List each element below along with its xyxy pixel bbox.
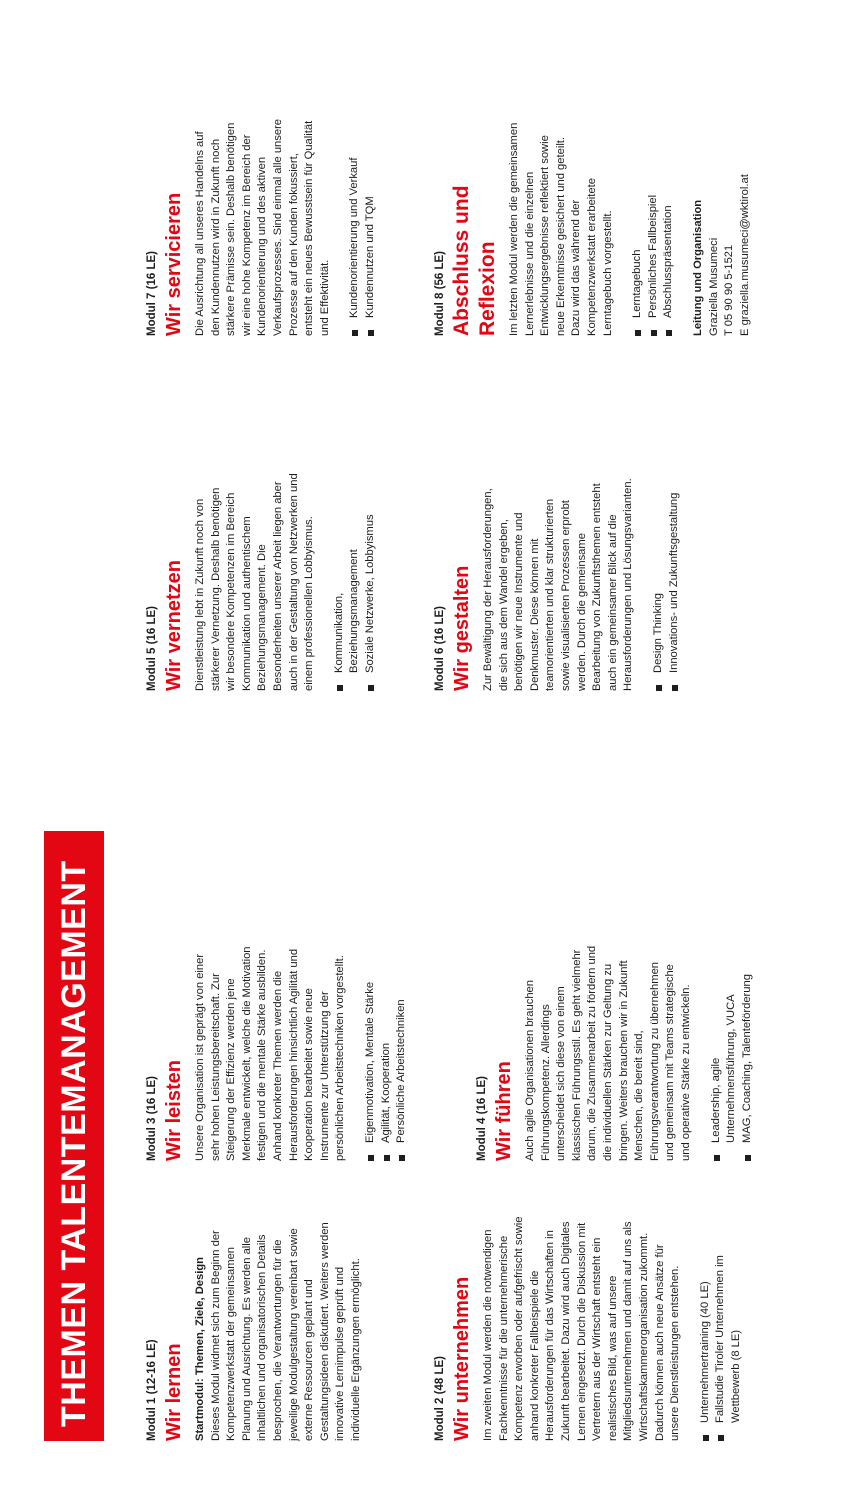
- bullet-item: Kundenorientierung und Verkauf: [347, 111, 363, 336]
- bullet-item: Unternehmertraining (40 LE): [698, 1216, 714, 1441]
- module-label: Modul 7 (16 LE): [146, 251, 158, 336]
- module-bullets: [332, 473, 379, 691]
- page-title-banner: THEMEN TALENTEMANAGEMENT: [44, 831, 104, 1441]
- module-4: [475, 943, 755, 1161]
- module-7: [145, 111, 379, 336]
- module-bullets: [347, 111, 378, 336]
- bullet-item: Persönliche Arbeitstechniken: [394, 943, 410, 1161]
- module-label: Modul 4 (16 LE): [476, 1076, 488, 1161]
- module-text: Dienstleistung lebt in Zukunft noch von stärkerer Vernetzung. Deshalb benötigen wir besondere Kompetenzen im Bereich Kommunikation und authentischem Beziehungsmanagement. Die Besonderheiten unserer Arbeit liegen aber auch in der Gestaltung von Netzwerken und einem professionellen Lobbyismus.: [194, 473, 316, 691]
- module-3: [145, 943, 410, 1161]
- module-title: Wir vernetzen: [163, 560, 185, 691]
- bullet-item: Eigenmotivation, Mentale Stärke: [363, 943, 379, 1161]
- contact-phone: T 05 90 90 5-1521: [723, 244, 736, 336]
- module-label: Modul 6 (16 LE): [434, 606, 446, 691]
- module-2: [433, 1216, 745, 1441]
- module-label: Modul 1 (12-16 LE): [146, 1339, 158, 1441]
- contact-name: Graziella Musumeci: [707, 237, 720, 336]
- module-text: Die Ausrichtung all unseres Handelns auf den Kundennutzen wird in Zukunft noch stärkere Prämisse sein. Deshalb benötigen wir eine hohe Kompetenz im Bereich der Kundenorientierung und des aktiven Verkaufsprozesses. Sind einmal alle unsere Prozesse auf den Kunden fokussiert, entsteht ein neues Bewusstsein für Qualität und Effektivität.: [194, 118, 331, 336]
- bullet-item: Agilität, Kooperation: [379, 943, 395, 1161]
- module-bullets: [709, 943, 756, 1161]
- bullet-item: Innovations- und Zukunftsgestaltung: [667, 473, 683, 691]
- bullet-item: Kundennutzen und TQM: [363, 111, 379, 336]
- bullet-item: Fallstudie Tiroler Unternehmen im Wettbewerb (8 LE): [713, 1216, 744, 1441]
- bullet-item: Abschlusspräsentation: [661, 111, 677, 336]
- module-text: Auch agile Organisationen brauchen Führungskompetenz. Allerdings unterscheidet sich diese von einem klassischen Führungsstil. Es geht vielmehr darum, die Zusammenarbeit zu fördern und die individuellen Stärken zur Geltung zu bringen. Weiters brauchen wir in Zukunft Menschen, die bereit sind, Führungsverantwortung zu übernehmen und gemeinsam mit Teams strategische und operative Stärke zu entwickeln.: [524, 945, 692, 1161]
- module-text: Zur Bewältigung der Herausforderungen, die sich aus dem Wandel ergeben, benötigen wir neue Instrumente und Denkmuster. Diese können mit teamorientierten und klar strukturierten sowie visualisierten Prozessen erprobt werden. Durch die gemeinsame Bearbeitung von Zukunftsthemen entsteht auch ein gemeinsamer Blick auf die Herausforderungen und Lösungsvarianten.: [482, 478, 635, 691]
- module-text: Im letzten Modul werden die gemeinsamen Lernerlebnisse und die einzelnen Entwicklungsergebnisse reflektiert sowie neue Erkenntnisse gesichert und geteilt. Dazu wird das während der Kompetenzwerkstatt erarbeitete Lerntagebuch vorgestellt.: [508, 122, 614, 336]
- module-6: [433, 473, 682, 691]
- contact-heading: Leitung und Organisation: [691, 199, 704, 336]
- module-bullets: [651, 473, 682, 691]
- module-label: Modul 5 (16 LE): [146, 606, 158, 691]
- bullet-item: Kommunikation, Beziehungsmanagement: [332, 473, 363, 691]
- module-5: [145, 473, 379, 691]
- module-title: Wir servicieren: [163, 192, 185, 336]
- module-lead: Startmodul: Themen, Ziele, Design: [194, 1257, 206, 1441]
- module-text: Unsere Organisation ist geprägt von einer sehr hohen Leistungsbereitschaft. Zur Steigerung der Effizienz werden jene Merkmale entwickelt, welche die Motivation festigen und die mentale Stärke ausbilden. Anhand konkreter Themen werden die Herausforderungen hinsichtlich Agilität und Kooperation bearbeitet sowie neue Instrumente zur Unterstützung der persönlichen Arbeitstechniken vorgestellt.: [194, 946, 347, 1161]
- module-label: Modul 2 (48 LE): [434, 1356, 446, 1441]
- bullet-item: Persönliches Fallbeispiel: [646, 111, 662, 336]
- contact-email[interactable]: E graziella.musumeci@wktirol.at: [738, 174, 751, 336]
- module-label: Modul 8 (56 LE): [434, 251, 446, 336]
- module-bullets: [363, 943, 410, 1161]
- module-bullets: [630, 111, 677, 336]
- module-title: Wir unternehmen: [451, 1276, 473, 1441]
- module-title: Wir lernen: [163, 1343, 185, 1441]
- module-text: Im zweiten Modul werden die notwendigen Fachkenntnisse für die unternehmerische Kompetenz erworben oder aufgefrischt sowie anhand konkreter Fallbeispiele die Herausforderungen für das Wirtschaften in Zukunft bearbeitet. Dazu wird auch Digitales Lernen eingesetzt. Durch die Diskussion mit Vertretern aus der Wirtschaft entsteht ein realistisches Bild, was auf unsere Mitgliedsunternehmen und damit auf uns als Wirtschaftskammerorganisation zukommt. Dadurch können auch neue Ansätze für unsere Dienstleistungen entstehen.: [482, 1216, 682, 1441]
- contact-block: [691, 111, 753, 336]
- module-title: Wir gestalten: [451, 565, 473, 691]
- bullet-item: Lerntagebuch: [630, 111, 646, 336]
- module-bullets: [698, 1216, 745, 1441]
- bullet-item: MAG, Coaching, Talenteförderung: [740, 943, 756, 1161]
- module-1: [145, 1221, 365, 1441]
- module-title: Abschluss und Reflexion: [450, 185, 499, 336]
- module-8: [433, 111, 753, 336]
- module-title: Wir leisten: [163, 1060, 185, 1161]
- module-title: Wir führen: [493, 1061, 515, 1161]
- module-text: Dieses Modul widmet sich zum Beginn der Kompetenzwerkstatt der gemeinsamen Planung und Ausrichtung. Es werden alle inhaltlichen und organisatorischen Details besprochen, die Verantwortungen für die jeweilige Modulgestaltung vereinbart sowie externe Ressourcen geplant und Gestaltungsideen diskutiert. Weiters werden innovative Lernimpulse geprüft und individuelle Ergänzungen ermöglicht.: [209, 1222, 362, 1441]
- bullet-item: Soziale Netzwerke, Lobbyismus: [363, 473, 379, 691]
- bullet-item: Design Thinking: [651, 473, 667, 691]
- bullet-item: Leadership, agile Unternehmensführung, VUCA: [709, 943, 740, 1161]
- module-label: Modul 3 (16 LE): [146, 1076, 158, 1161]
